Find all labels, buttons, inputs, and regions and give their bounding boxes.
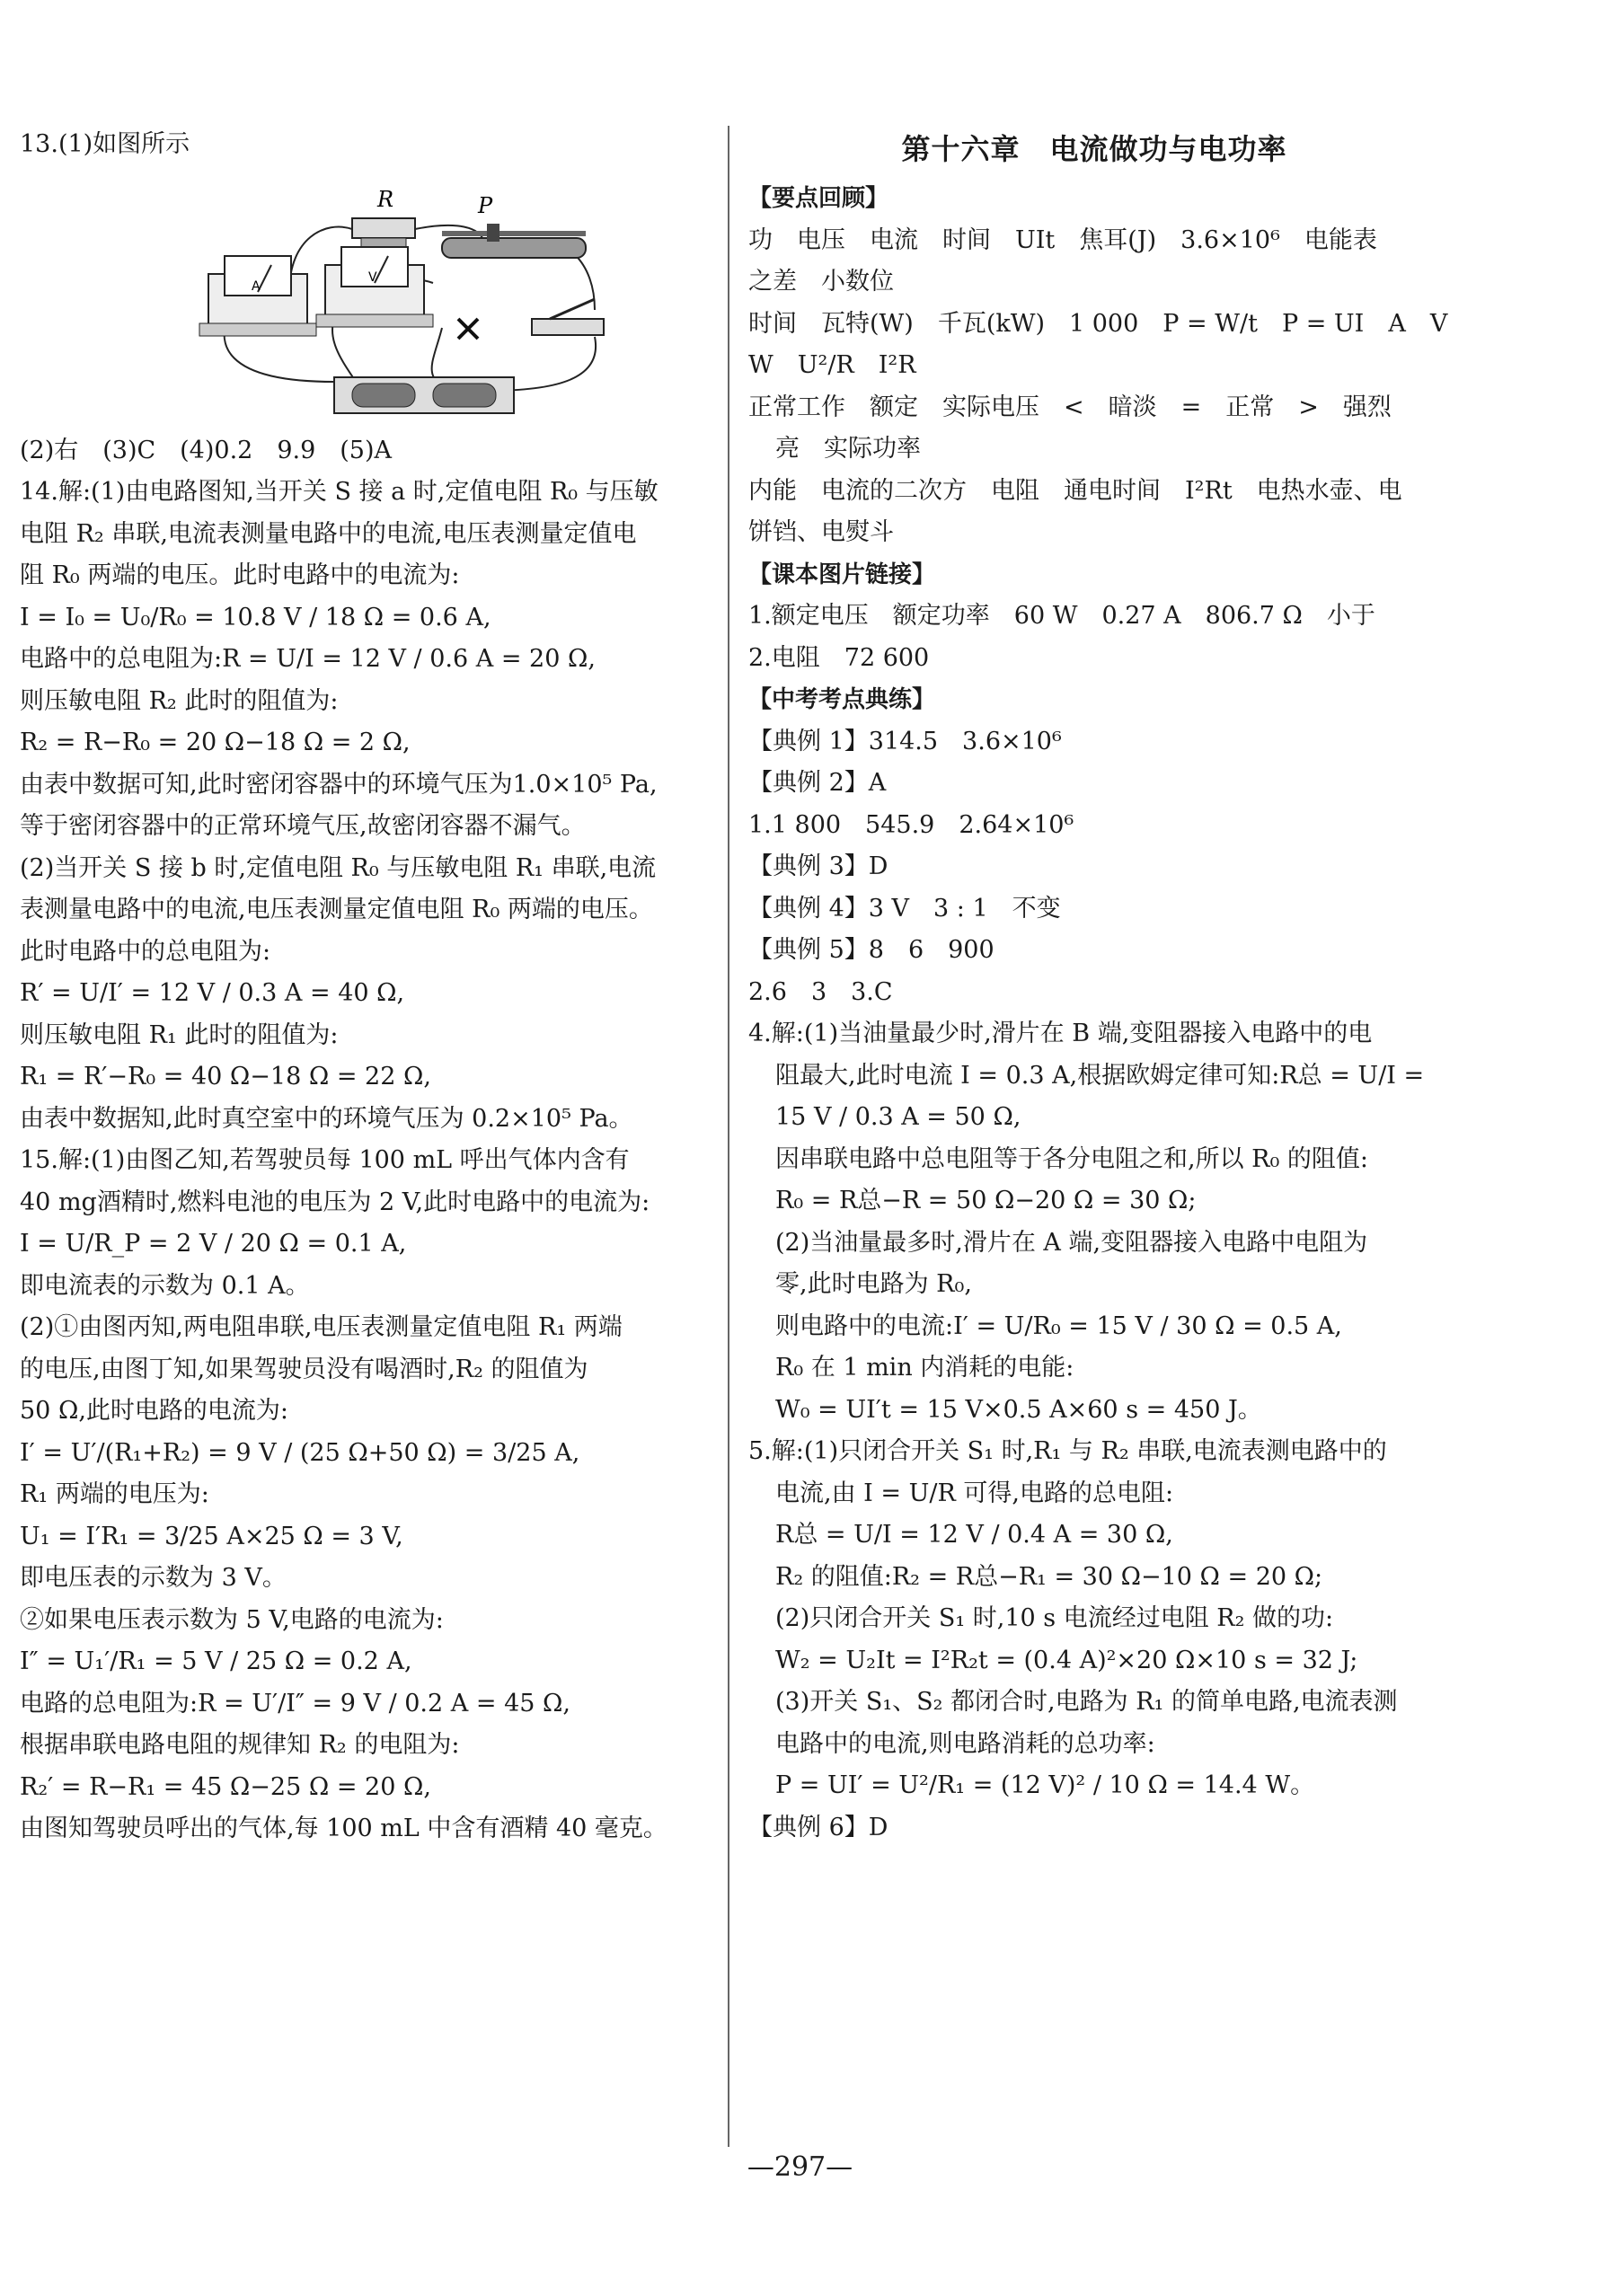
left-line-16: 则压敏电阻 R₁ 此时的阻值为: (20, 1020, 339, 1049)
left-line-13: 表测量电路中的电流,电压表测量定值电阻 R₀ 两端的电压。 (20, 896, 653, 923)
left-column (20, 124, 712, 1850)
right-line-12: 2.电阻 72 600 (748, 643, 930, 672)
right-line-14: 【典例 1】314.5 3.6×10⁶ (748, 727, 1062, 755)
right-line-26: (2)当油量最多时,滑片在 A 端,变阻器接入电路中电阻为 (775, 1228, 1368, 1257)
right-line-39: P = UI′ = U²/R₁ = (12 V)² / 10 Ω = 14.4 W。 (775, 1771, 1315, 1799)
left-line-32: 电路的总电阻为:R = U′/I″ = 9 V / 0.2 A = 45 Ω, (20, 1689, 570, 1718)
right-line-37: (3)开关 S₁、S₂ 都闭合时,电路为 R₁ 的简单电路,电流表测 (775, 1688, 1398, 1716)
left-line-22: 即电流表的示数为 0.1 A。 (20, 1271, 310, 1300)
right-column (748, 124, 1448, 1849)
right-line-25: R₀ = R总−R = 50 Ω−20 Ω = 30 Ω; (775, 1187, 1197, 1214)
right-line-38: 电路中的电流,则电路消耗的总功率: (775, 1729, 1155, 1758)
left-line-28: U₁ = I′R₁ = 3/25 A×25 Ω = 3 V, (20, 1522, 403, 1550)
left-line-34: R₂′ = R−R₁ = 45 Ω−25 Ω = 20 Ω, (20, 1772, 431, 1801)
left-line-25: 50 Ω,此时电路的电流为: (20, 1397, 289, 1425)
left-line-12: (2)当开关 S 接 b 时,定值电阻 R₀ 与压敏电阻 R₁ 串联,电流 (20, 853, 657, 882)
switch (532, 299, 604, 335)
left-line-23: (2)①由图丙知,两电阻串联,电压表测量定值电阻 R₁ 两端 (20, 1313, 623, 1341)
right-line-27: 零,此时电路为 R₀, (775, 1270, 972, 1298)
right-line-17: 【典例 3】D (748, 852, 888, 880)
right-line-7: 亮 实际功率 (775, 435, 921, 463)
label-ammeter: A (252, 278, 261, 294)
right-line-3: 之差 小数位 (748, 268, 894, 296)
left-line-18: 由表中数据知,此时真空室中的环境气压为 0.2×10⁵ Pa。 (20, 1104, 633, 1133)
left-line-35: 由图知驾驶员呼出的气体,每 100 mL 中含有酒精 40 毫克。 (20, 1815, 667, 1842)
left-line-3: 14.解:(1)由电路图知,当开关 S 接 a 时,定值电阻 R₀ 与压敏 (20, 478, 659, 506)
left-line-30: ②如果电压表示数为 5 V,电路的电流为: (20, 1605, 444, 1634)
right-line-19: 【典例 5】8 6 900 (748, 936, 994, 964)
right-line-16: 1.1 800 545.9 2.64×10⁶ (748, 810, 1074, 839)
left-line-15: R′ = U/I′ = 12 V / 0.3 A = 40 Ω, (20, 979, 405, 1007)
right-line-21: 4.解:(1)当油量最少时,滑片在 B 端,变阻器接入电路中的电 (748, 1020, 1373, 1047)
left-line-27: R₁ 两端的电压为: (20, 1480, 209, 1508)
right-line-4: 时间 瓦特(W) 千瓦(kW) 1 000 P = W/t P = UI A V (748, 309, 1448, 338)
left-line-17: R₁ = R′−R₀ = 40 Ω−18 Ω = 22 Ω, (20, 1063, 431, 1091)
left-line-8: 则压敏电阻 R₂ 此时的阻值为: (20, 686, 339, 715)
right-line-24: 因串联电路中总电阻等于各分电阻之和,所以 R₀ 的阻值: (775, 1144, 1368, 1173)
circuit-diagram (172, 166, 676, 427)
left-line-6: I = I₀ = U₀/R₀ = 10.8 V / 18 Ω = 0.6 A, (20, 603, 491, 631)
label-r: R (377, 186, 394, 212)
left-line-2: (2)右 (3)C (4)0.2 9.9 (5)A (20, 436, 393, 464)
ammeter (199, 256, 316, 336)
right-line-28: 则电路中的电流:I′ = U/R₀ = 15 V / 30 Ω = 0.5 A, (775, 1311, 1342, 1340)
voltmeter (316, 247, 433, 327)
right-line-1: 【要点回顾】 (748, 185, 889, 212)
left-line-9: R₂ = R−R₀ = 20 Ω−18 Ω = 2 Ω, (20, 729, 411, 756)
left-line-5: 阻 R₀ 两端的电压。此时电路中的电流为: (20, 561, 460, 589)
left-line-26: I′ = U′/(R₁+R₂) = 9 V / (25 Ω+50 Ω) = 3/25 A, (20, 1438, 580, 1467)
battery (334, 377, 514, 413)
right-line-36: W₂ = U₂It = I²R₂t = (0.4 A)²×20 Ω×10 s = 32 J; (775, 1646, 1358, 1674)
right-line-33: R总 = U/I = 12 V / 0.4 A = 30 Ω, (775, 1521, 1173, 1549)
label-p: P (478, 192, 493, 218)
left-line-10: 由表中数据可知,此时密闭容器中的环境气压为1.0×10⁵ Pa, (20, 770, 658, 799)
page-number: —297— (747, 2151, 853, 2183)
left-line-29: 即电压表的示数为 3 V。 (20, 1564, 287, 1592)
right-line-10: 【课本图片链接】 (748, 561, 936, 588)
left-line-7: 电路中的总电阻为:R = U/I = 12 V / 0.6 A = 20 Ω, (20, 645, 596, 673)
left-line-19: 15.解:(1)由图乙知,若驾驶员每 100 mL 呼出气体内含有 (20, 1146, 630, 1174)
resistor-r (352, 187, 415, 247)
label-voltmeter: V (368, 269, 377, 285)
right-line-0: 第十六章 电流做功与电功率 (901, 132, 1287, 166)
right-line-29: R₀ 在 1 min 内消耗的电能: (775, 1354, 1074, 1382)
right-line-22: 阻最大,此时电流 I = 0.3 A,根据欧姆定律可知:R总 = U/I = (775, 1061, 1425, 1090)
right-line-11: 1.额定电压 额定功率 60 W 0.27 A 806.7 Ω 小于 (748, 602, 1375, 630)
right-line-13: 【中考考点典练】 (748, 686, 936, 713)
right-line-15: 【典例 2】A (748, 769, 887, 797)
right-line-20: 2.6 3 3.C (748, 977, 893, 1006)
right-line-6: 正常工作 额定 实际电压 < 暗淡 = 正常 > 强烈 (748, 393, 1392, 421)
right-line-18: 【典例 4】3 V 3 : 1 不变 (748, 894, 1061, 923)
left-line-0: 13.(1)如图所示 (20, 130, 190, 158)
right-line-8: 内能 电流的二次方 电阻 通电时间 I²Rt 电热水壶、电 (748, 476, 1402, 505)
left-line-11: 等于密闭容器中的正常环境气压,故密闭容器不漏气。 (20, 812, 586, 840)
rheostat-p (442, 193, 586, 258)
right-line-23: 15 V / 0.3 A = 50 Ω, (775, 1103, 1021, 1131)
right-line-2: 功 电压 电流 时间 UIt 焦耳(J) 3.6×10⁶ 电能表 (748, 225, 1377, 254)
right-line-34: R₂ 的阻值:R₂ = R总−R₁ = 30 Ω−10 Ω = 20 Ω; (775, 1562, 1323, 1591)
left-line-20: 40 mg酒精时,燃料电池的电压为 2 V,此时电路中的电流为: (20, 1188, 650, 1216)
right-line-31: 5.解:(1)只闭合开关 S₁ 时,R₁ 与 R₂ 串联,电流表测电路中的 (748, 1437, 1387, 1465)
column-divider (728, 126, 729, 2147)
left-line-21: I = U/R_P = 2 V / 20 Ω = 0.1 A, (20, 1230, 407, 1258)
right-line-30: W₀ = UI′t = 15 V×0.5 A×60 s = 450 J。 (775, 1395, 1262, 1424)
left-line-33: 根据串联电路电阻的规律知 R₂ 的电阻为: (20, 1731, 460, 1759)
left-line-31: I″ = U₁′/R₁ = 5 V / 25 Ω = 0.2 A, (20, 1647, 412, 1675)
right-line-40: 【典例 6】D (748, 1813, 888, 1841)
right-line-32: 电流,由 I = U/R 可得,电路的总电阻: (775, 1479, 1174, 1507)
right-line-9: 饼铛、电熨斗 (748, 518, 894, 546)
left-line-14: 此时电路中的总电阻为: (20, 937, 271, 966)
left-line-4: 电阻 R₂ 串联,电流表测量电路中的电流,电压表测量定值电 (20, 519, 637, 548)
left-line-24: 的电压,由图丁知,如果驾驶员没有喝酒时,R₂ 的阻值为 (20, 1355, 588, 1383)
right-line-5: W U²/R I²R (748, 351, 916, 379)
right-line-35: (2)只闭合开关 S₁ 时,10 s 电流经过电阻 R₂ 做的功: (775, 1604, 1334, 1632)
wrong-wire-mark (458, 319, 478, 339)
